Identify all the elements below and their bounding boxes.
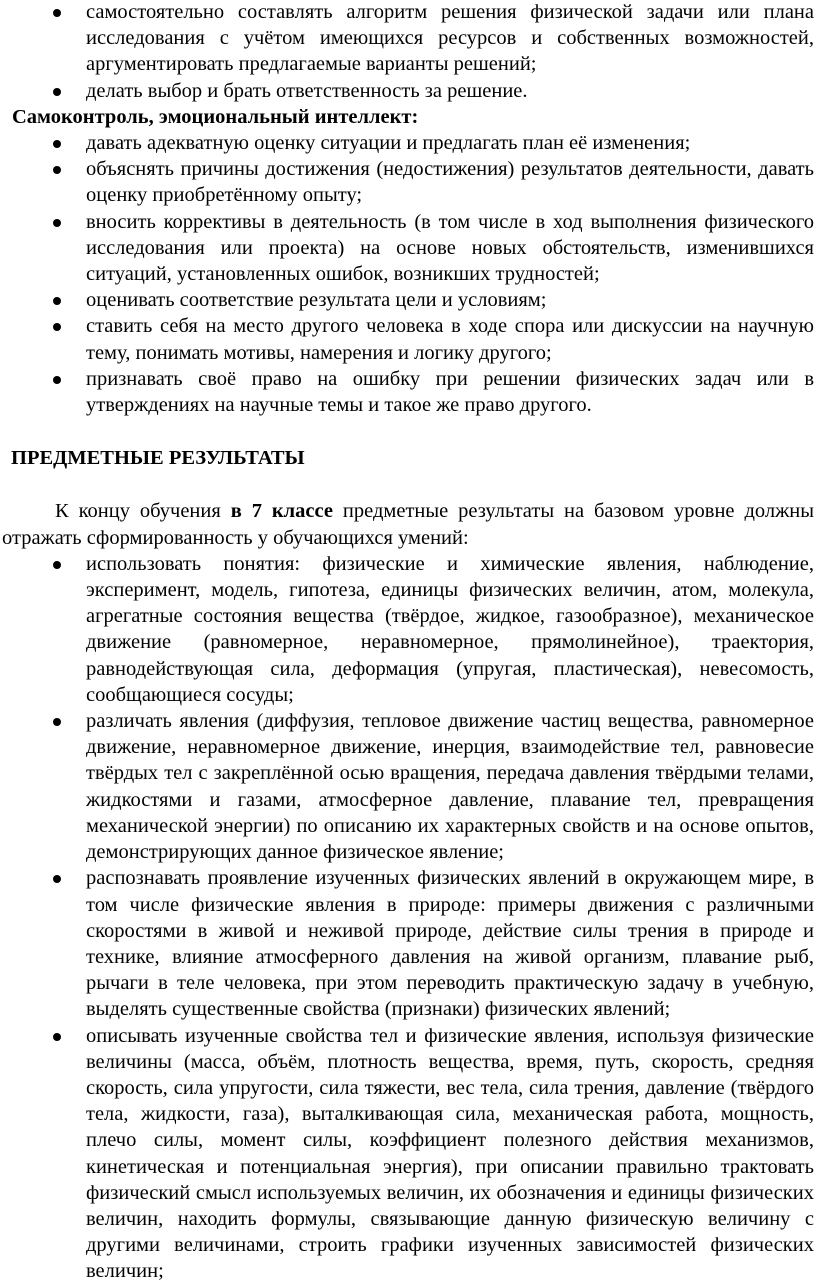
list-item: ставить себя на место другого человека в ходе спора или дискуссии на научную тему, понимать мотивы, намерения и логику другого;	[0, 313, 816, 365]
bullet-list-self-control	[0, 130, 816, 418]
list-item: объяснять причины достижения (недостижения) результатов деятельности, давать оценку приобретённому опыту;	[0, 156, 816, 208]
self-control-heading: Самоконтроль, эмоциональный интеллект:	[12, 105, 419, 128]
bullet-list-subject-results	[0, 551, 816, 1285]
list-item: признавать своё право на ошибку при решении физических задач или в утверждениях на научные темы и такое же право другого.	[0, 366, 816, 418]
bullet-icon	[53, 140, 61, 148]
list-item: оценивать соответствие результата цели и условиям;	[0, 287, 816, 313]
list-item: описывать изученные свойства тел и физические явления, используя физические величины (масса, объём, плотность вещества, время, путь, скорость, средняя скорость, сила упругости, сила тяжести, вес тела, сила трения, давление (твёрдого тела, жидкости, газа), выталкивающая сила, механическая работа, мощность, плечо силы, момент силы, коэффициент полезного действия механизмов, кинетическая и потенциальная энергия), при описании правильно трактовать физический смысл используемых величин, их обозначения и единицы физических величин, находить формулы, связывающие данную физическую величину с другими величинами, строить графики изученных зависимостей физических величин;	[0, 1023, 816, 1285]
list-item: вносить коррективы в деятельность (в том числе в ход выполнения физического исследования или проекта) на основе новых обстоятельств, изменившихся ситуаций, установленных ошибок, возникших трудностей;	[0, 209, 816, 288]
bullet-icon	[53, 1033, 61, 1041]
bullet-icon	[53, 376, 61, 384]
list-item: распознавать проявление изученных физических явлений в окружающем мире, в том числе физические явления в природе: примеры движения с различными скоростями в живой и неживой природе, действие силы трения в природе и технике, влияние атмосферного давления на живой организм, плавание рыб, рычаги в теле человека, при этом переводить практическую задачу в учебную, выделять существенные свойства (признаки) физических явлений;	[0, 865, 816, 1022]
bullet-icon	[53, 166, 61, 174]
bullet-list-top	[0, 0, 816, 104]
bullet-icon	[53, 323, 61, 331]
list-item: давать адекватную оценку ситуации и предлагать план её изменения;	[0, 130, 816, 156]
bullet-icon	[53, 9, 61, 17]
list-item: различать явления (диффузия, тепловое движение частиц вещества, равномерное движение, неравномерное движение, инерция, взаимодействие тел, равновесие твёрдых тел с закреплённой осью вращения, передача давления твёрдыми телами, жидкостями и газами, атмосферное давление, плавание тел, превращения механической энергии) по описанию их характерных свойств и на основе опытов, демонстрирующих данное физическое явление;	[0, 708, 816, 865]
bullet-icon	[53, 219, 61, 227]
bullet-icon	[53, 88, 61, 96]
bullet-icon	[53, 718, 61, 726]
grade-emphasis: в 7 классе	[230, 500, 333, 523]
bullet-icon	[53, 875, 61, 883]
bullet-icon	[53, 561, 61, 569]
list-item: делать выбор и брать ответственность за решение.	[0, 78, 816, 104]
list-item: самостоятельно составлять алгоритм решения физической задачи или плана исследования с учётом имеющихся ресурсов и собственных возможностей, аргументировать предлагаемые варианты решений;	[0, 0, 816, 78]
bullet-icon	[53, 297, 61, 305]
list-item: использовать понятия: физические и химические явления, наблюдение, эксперимент, модель, гипотеза, единицы физических величин, атом, молекула, агрегатные состояния вещества (твёрдое, жидкое, газообразное), механическое движение (равномерное, неравномерное, прямолинейное), траектория, равнодействующая сила, деформация (упругая, пластическая), невесомость, сообщающиеся сосуды;	[0, 551, 816, 708]
intro-paragraph: К концу обучения в 7 классе предметные результаты на базовом уровне должны отражать сформированность у обучающихся умений:	[2, 500, 814, 549]
section-heading: ПРЕДМЕТНЫЕ РЕЗУЛЬТАТЫ	[11, 447, 305, 470]
